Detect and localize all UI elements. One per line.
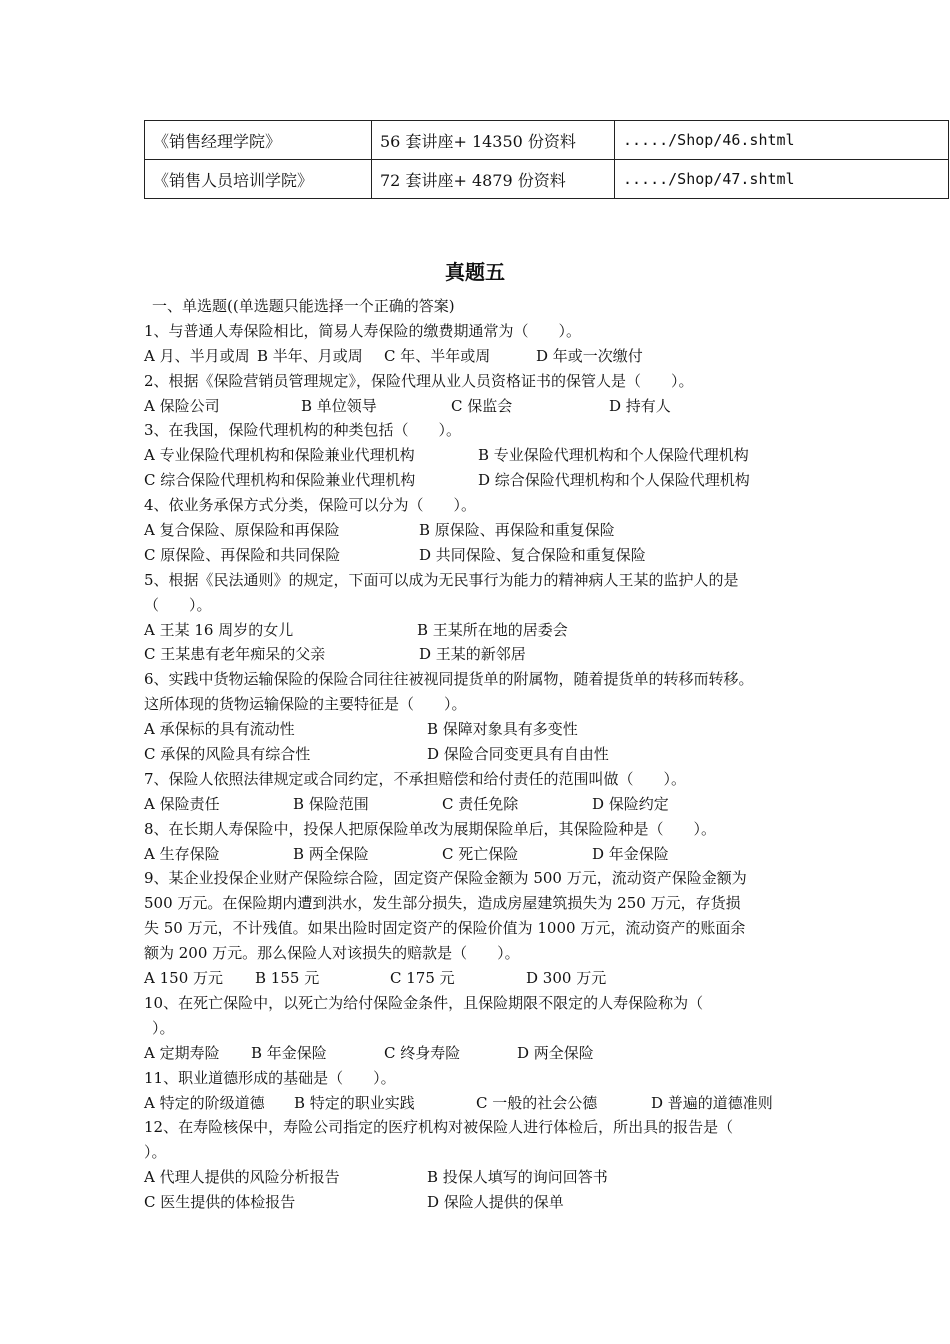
question-stem: 12、在寿险核保中，寿险公司指定的医疗机构对被保险人进行体检后，所出具的报告是（ (144, 1118, 734, 1137)
question-stem: 这所体现的货物运输保险的主要特征是（ ）。 (144, 695, 467, 714)
option-d: D 300 万元 (526, 969, 607, 988)
table-row (145, 160, 949, 199)
question-stem: （ ）。 (144, 595, 212, 614)
option-d: D 年金保险 (592, 844, 669, 863)
question-list (144, 294, 824, 1215)
option-row (144, 842, 824, 867)
question-stem: 500 万元。在保险期内遭到洪水，发生部分损失，造成房屋建筑损失为 250 万元，存货损 (144, 894, 741, 913)
option-c: C 年、半年或周 (384, 346, 491, 365)
option-b: B 原保险、再保险和重复保险 (419, 521, 615, 540)
option-row (144, 394, 824, 419)
option-row (144, 792, 824, 817)
option-b: B 半年、月或周 (257, 346, 363, 365)
option-b: B 保障对象具有多变性 (427, 720, 578, 739)
option-d: D 保险约定 (592, 794, 669, 813)
option-b: B 单位领导 (301, 396, 377, 415)
option-d: D 共同保险、复合保险和重复保险 (419, 545, 646, 564)
table-row (145, 121, 949, 160)
option-d: D 年或一次缴付 (536, 346, 643, 365)
option-a: A 150 万元 (144, 969, 223, 988)
question-stem: ）。 (144, 1143, 167, 1162)
question-stem: 10、在死亡保险中，以死亡为给付保险金条件，且保险期限不限定的人寿保险称为（ (144, 993, 704, 1012)
option-row (144, 468, 824, 493)
option-row (144, 1190, 824, 1215)
option-b: B 投保人填写的询问回答书 (427, 1168, 608, 1187)
question-stem: 3、在我国，保险代理机构的种类包括（ ）。 (144, 421, 462, 440)
option-row (144, 518, 824, 543)
option-b: B 专业保险代理机构和个人保险代理机构 (478, 446, 749, 465)
option-c: C 综合保险代理机构和保险兼业代理机构 (144, 471, 416, 490)
table-cell-name: 《销售人员培训学院》 (145, 160, 372, 199)
table-cell-content: 56 套讲座+ 14350 份资料 (372, 121, 615, 160)
option-row (144, 344, 824, 369)
table-cell-content: 72 套讲座+ 4879 份资料 (372, 160, 615, 199)
option-d: D 保险人提供的保单 (427, 1193, 564, 1212)
option-row (144, 1041, 824, 1066)
resource-table (144, 120, 949, 199)
page-title: 真题五 (445, 260, 505, 284)
option-a: A 复合保险、原保险和再保险 (144, 521, 340, 540)
option-row (144, 742, 824, 767)
option-b: B 年金保险 (251, 1043, 327, 1062)
option-row (144, 642, 824, 667)
option-c: C 一般的社会公德 (476, 1093, 598, 1112)
option-c: C 保监会 (451, 396, 513, 415)
question-stem: 2、根据《保险营销员管理规定》，保险代理从业人员资格证书的保管人是（ ）。 (144, 371, 694, 390)
option-c: C 责任免除 (442, 794, 519, 813)
option-row (144, 543, 824, 568)
option-a: A 月、半月或周 (144, 346, 250, 365)
option-row (144, 618, 824, 643)
question-stem: 5、根据《民法通则》的规定，下面可以成为无民事行为能力的精神病人王某的监护人的是 (144, 570, 739, 589)
option-b: B 特定的职业实践 (294, 1093, 415, 1112)
option-a: A 保险责任 (144, 794, 220, 813)
option-row (144, 443, 824, 468)
option-b: B 两全保险 (293, 844, 369, 863)
section-heading: 一、单选题((单选题只能选择一个正确的答案) (152, 297, 455, 315)
option-c: C 王某患有老年痴呆的父亲 (144, 645, 326, 664)
question-stem: 9、某企业投保企业财产保险综合险，固定资产保险金额为 500 万元，流动资产保险金额为 (144, 869, 747, 888)
option-d: D 综合保险代理机构和个人保险代理机构 (478, 471, 750, 490)
option-d: D 持有人 (609, 396, 671, 415)
option-row (144, 966, 824, 991)
option-a: A 承保标的具有流动性 (144, 720, 295, 739)
option-a: A 王某 16 周岁的女儿 (144, 620, 294, 639)
question-stem: 4、依业务承保方式分类，保险可以分为（ ）。 (144, 496, 477, 515)
option-c: C 死亡保险 (442, 844, 519, 863)
option-a: A 专业保险代理机构和保险兼业代理机构 (144, 446, 415, 465)
option-b: B 保险范围 (293, 794, 369, 813)
question-stem: ）。 (152, 1018, 175, 1037)
question-stem: 11、职业道德形成的基础是（ ）。 (144, 1068, 396, 1087)
table-cell-link[interactable]: ...../Shop/46.shtml (615, 121, 949, 160)
option-c: C 175 元 (390, 969, 455, 988)
question-stem: 7、保险人依照法律规定或合同约定，不承担赔偿和给付责任的范围叫做（ ）。 (144, 769, 687, 788)
option-c: C 终身寿险 (384, 1043, 461, 1062)
option-a: A 代理人提供的风险分析报告 (144, 1168, 340, 1187)
option-d: D 两全保险 (517, 1043, 594, 1062)
option-d: D 普遍的道德准则 (651, 1093, 773, 1112)
question-stem: 1、与普通人寿保险相比，简易人寿保险的缴费期通常为（ ）。 (144, 321, 582, 340)
option-a: A 定期寿险 (144, 1043, 220, 1062)
table-cell-link[interactable]: ...../Shop/47.shtml (615, 160, 949, 199)
option-c: C 原保险、再保险和共同保险 (144, 545, 341, 564)
question-stem: 8、在长期人寿保险中，投保人把原保险单改为展期保险单后，其保险险种是（ ）。 (144, 819, 717, 838)
option-a: A 保险公司 (144, 396, 220, 415)
option-a: A 生存保险 (144, 844, 220, 863)
option-c: C 承保的风险具有综合性 (144, 745, 311, 764)
option-a: A 特定的阶级道德 (144, 1093, 265, 1112)
option-d: D 王某的新邻居 (419, 645, 526, 664)
option-row (144, 1091, 824, 1116)
option-c: C 医生提供的体检报告 (144, 1193, 296, 1212)
option-b: B 155 元 (255, 969, 320, 988)
question-stem: 6、实践中货物运输保险的保险合同往往被视同提货单的附属物，随着提货单的转移而转移。 (144, 670, 754, 689)
option-b: B 王某所在地的居委会 (417, 620, 568, 639)
table-cell-name: 《销售经理学院》 (145, 121, 372, 160)
question-stem: 失 50 万元，不计残值。如果出险时固定资产的保险价值为 1000 万元，流动资产的账面余 (144, 919, 746, 938)
option-d: D 保险合同变更具有自由性 (427, 745, 609, 764)
question-stem: 额为 200 万元。那么保险人对该损失的赔款是（ ）。 (144, 944, 520, 963)
option-row (144, 717, 824, 742)
option-row (144, 1165, 824, 1190)
